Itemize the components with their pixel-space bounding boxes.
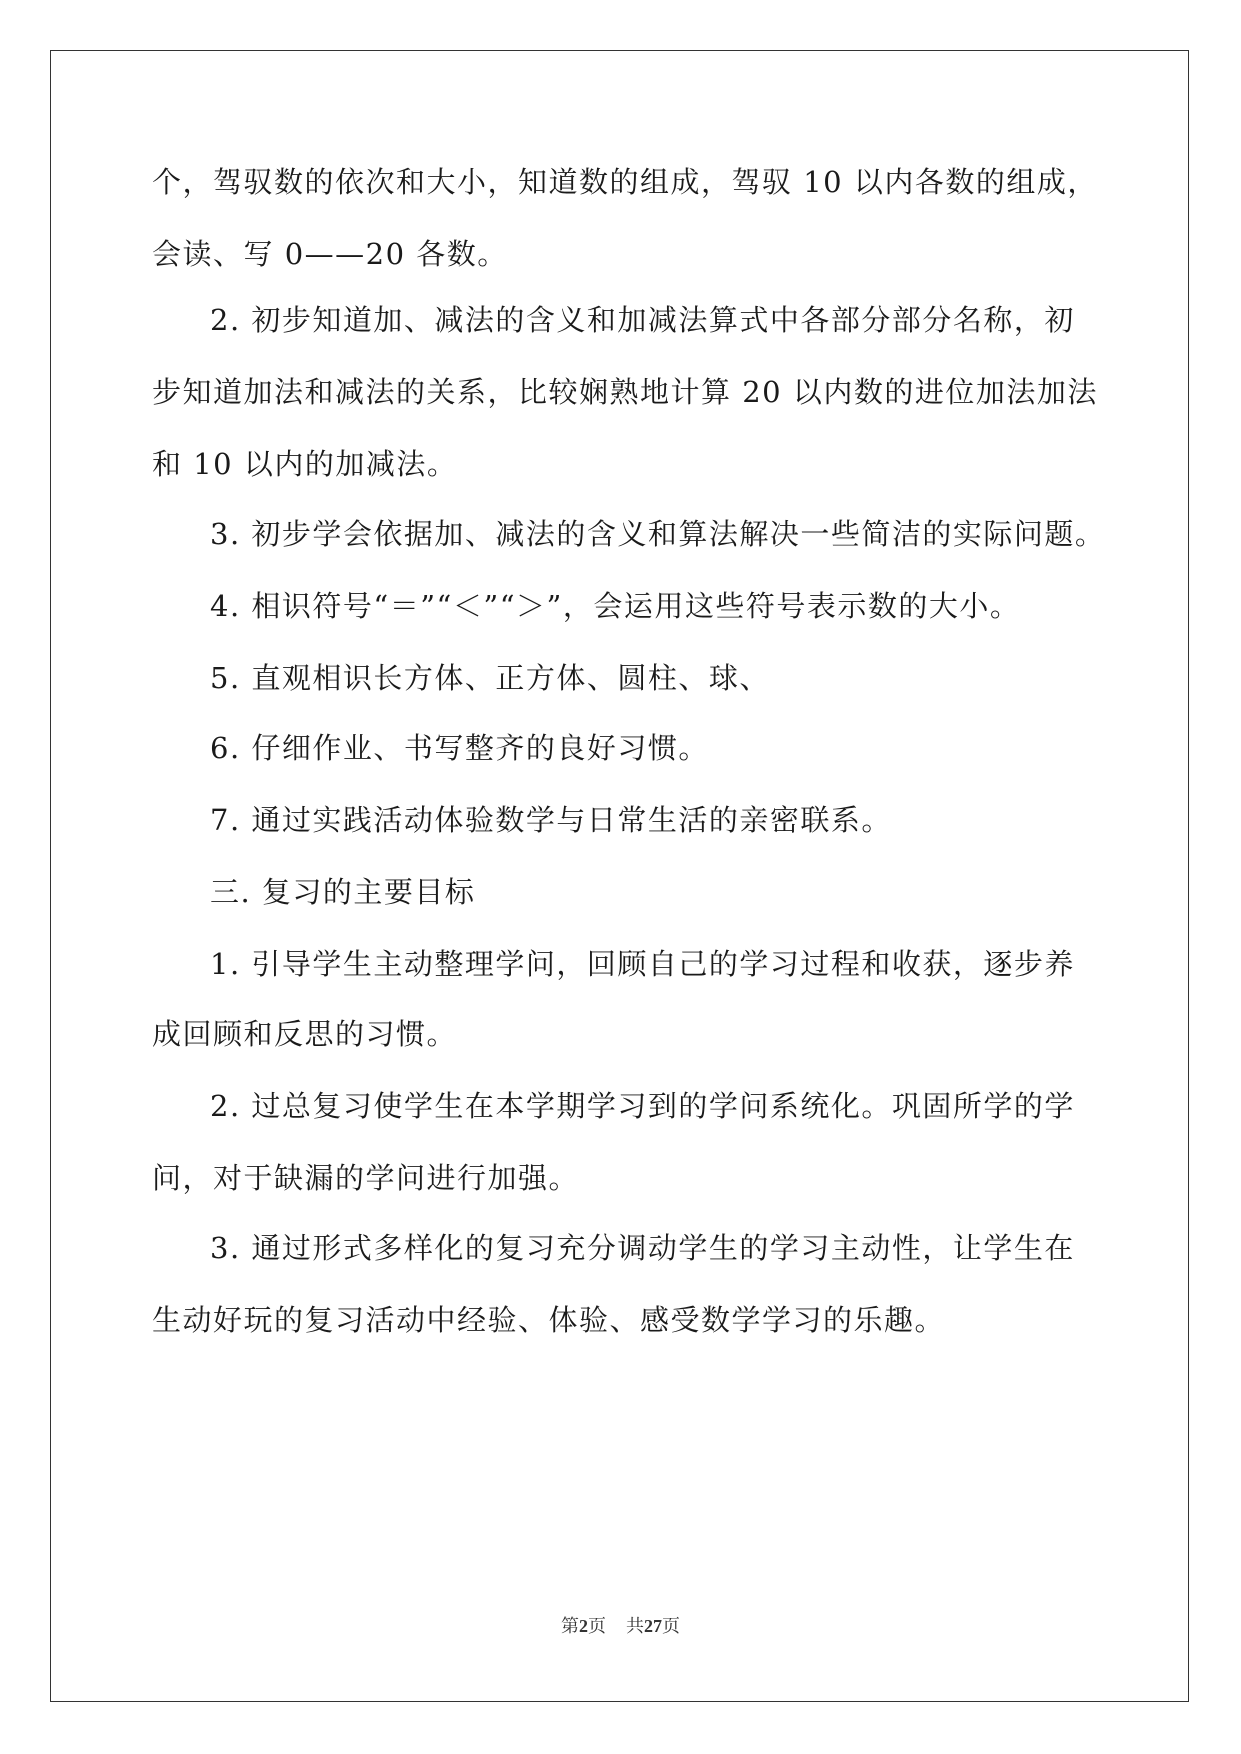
total-pages: 27	[644, 1616, 662, 1636]
section-heading: 三. 复习的主要目标	[210, 875, 476, 909]
body-line-8: 5. 直观相识长方体、正方体、圆柱、球、	[210, 661, 770, 695]
body-line-15: 问，对于缺漏的学问进行加强。	[152, 1161, 580, 1195]
body-line-5: 和 10 以内的加减法。	[152, 447, 458, 481]
body-line-14: 2. 过总复习使学生在本学期学习到的学问系统化。巩固所学的学	[210, 1089, 1075, 1123]
body-line-12: 1. 引导学生主动整理学问，回顾自己的学习过程和收获，逐步养	[210, 947, 1075, 981]
body-line-17: 生动好玩的复习活动中经验、体验、感受数学学习的乐趣。	[152, 1303, 946, 1337]
total-prefix: 共	[626, 1616, 644, 1636]
body-line-4: 步知道加法和减法的关系，比较娴熟地计算 20 以内数的进位加法加法	[152, 375, 1098, 409]
page-suffix: 页	[588, 1616, 606, 1636]
body-line-10: 7. 通过实践活动体验数学与日常生活的亲密联系。	[210, 803, 892, 837]
page-prefix: 第	[561, 1616, 579, 1636]
body-line-9: 6. 仔细作业、书写整齐的良好习惯。	[210, 731, 709, 765]
body-line-1: 个，驾驭数的依次和大小，知道数的组成，驾驭 10 以内各数的组成，	[152, 165, 1098, 199]
page-footer	[0, 1612, 1241, 1638]
total-suffix: 页	[662, 1616, 680, 1636]
page-number: 2	[579, 1616, 588, 1636]
body-line-6: 3. 初步学会依据加、减法的含义和算法解决一些简洁的实际问题。	[210, 517, 1106, 551]
body-line-3: 2. 初步知道加、减法的含义和加减法算式中各部分部分名称，初	[210, 303, 1075, 337]
body-line-16: 3. 通过形式多样化的复习充分调动学生的学习主动性，让学生在	[210, 1231, 1075, 1265]
body-line-2: 会读、写 0——20 各数。	[152, 237, 508, 271]
body-line-7: 4. 相识符号“＝”“＜”“＞”，会运用这些符号表示数的大小。	[210, 589, 1021, 623]
body-line-13: 成回顾和反思的习惯。	[152, 1017, 458, 1051]
